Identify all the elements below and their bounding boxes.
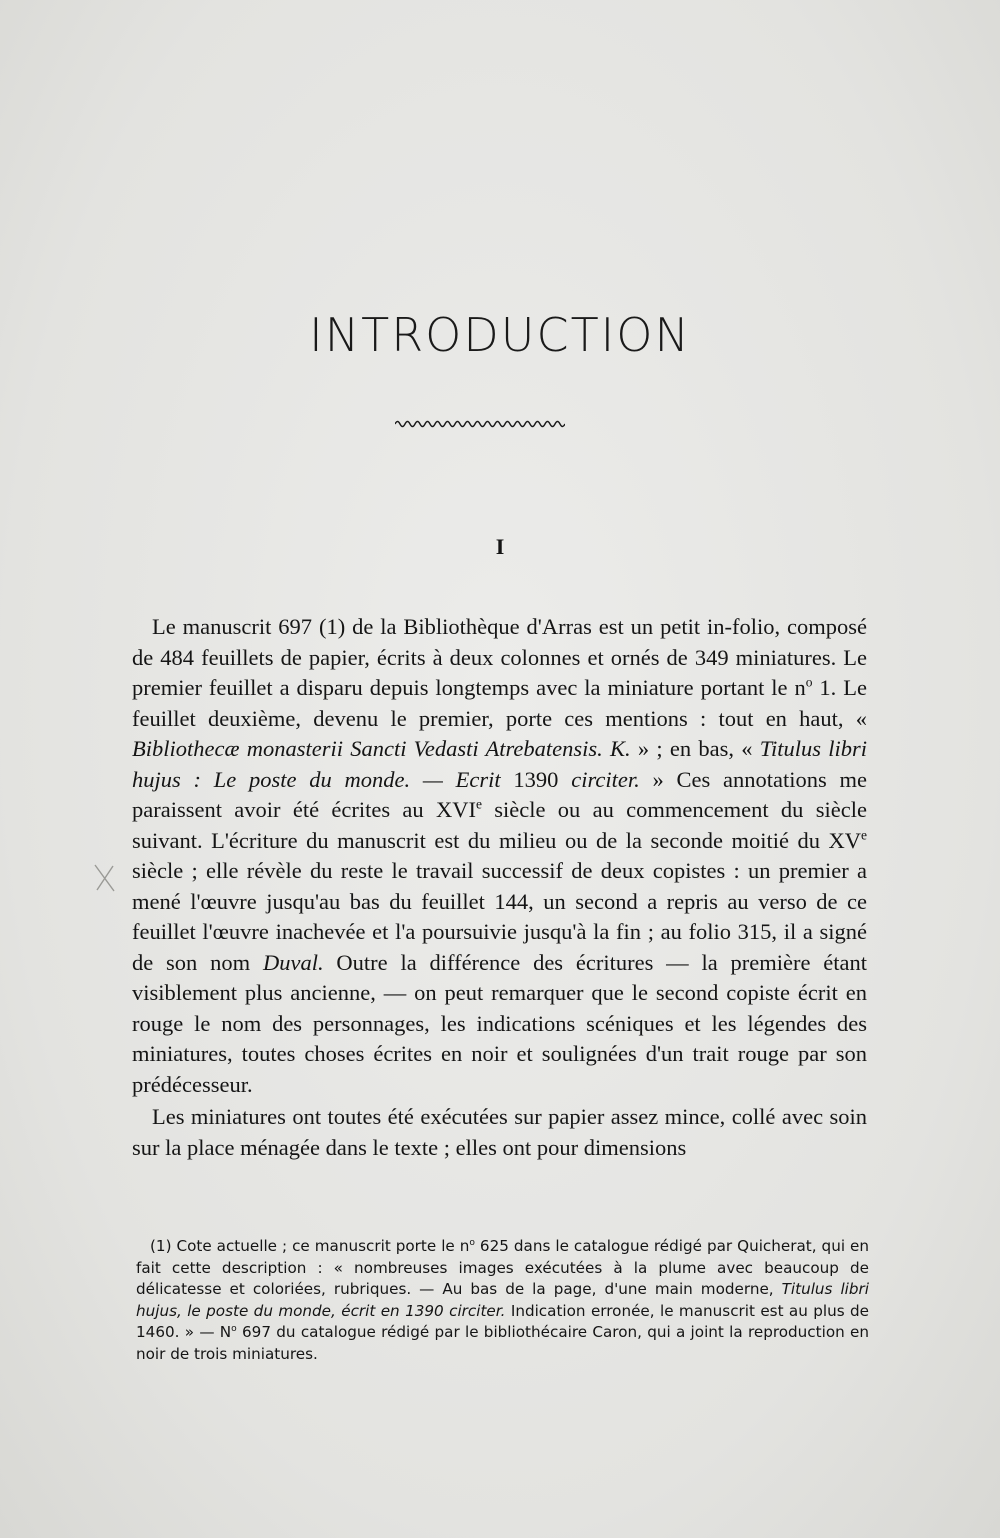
margin-pencil-mark (92, 862, 118, 894)
section-number: I (495, 534, 505, 559)
superscript: o (469, 1237, 475, 1248)
body-text (132, 612, 867, 1163)
page-title: INTRODUCTION (309, 308, 691, 362)
text-run: Le manuscrit 697 (1) de la Bibliothèque d'Arras est un petit in-folio, composé de 484 feuillets de papier, écrits à deux colonnes et ornés de 349 miniatures. Le premier feuillet a disparu depuis longtemps avec la miniature portant le n (132, 614, 867, 700)
text-run: siècle ; elle révèle du reste le travail successif de deux copistes : un premier a mené l'œuvre jusqu'au bas du feuillet 144, un second a repris au verso de ce feuillet l'œuvre inachevée et l'a poursuivie jusqu'à la fin ; au folio 315, il a signé de son nom (132, 858, 867, 975)
superscript: o (231, 1324, 237, 1335)
paragraph (132, 1102, 867, 1163)
italic-text: Duval. (262, 949, 324, 975)
text-run: Outre la différence des écritures — la première étant visiblement plus ancienne, — on peut remarquer que le second copiste écrit en rouge le nom des personnages, les indications scéniques et les légendes des miniatures, toutes choses écrites en noir et soulignées d'un trait rouge par son prédécesseur. (132, 949, 868, 1097)
text-run: 1. Le feuillet deuxième, devenu le premier, porte ces mentions : tout en haut, « (132, 675, 867, 731)
text-run: 697 du catalogue rédigé par le bibliothécaire Caron, qui a joint la reproduction en noir de trois miniatures. (136, 1323, 869, 1363)
footnote (136, 1236, 869, 1366)
text-run: 625 dans le catalogue rédigé par Quicherat, qui en fait cette description : « nombreuses images exécutées à la plume avec beaucoup de délicatesse et coloriées, rubriques. — Au bas de la page, d'une main moderne, (136, 1237, 869, 1299)
superscript: o (805, 674, 813, 690)
superscript: e (861, 827, 867, 842)
footnote-text (136, 1236, 869, 1366)
italic-text: Titulus libri hujus : Le poste du monde. — Ecrit (132, 736, 867, 792)
text-run: Les miniatures ont toutes été exécutées sur papier assez mince, collé avec soin sur la place ménagée dans le texte ; elles ont pour dimensions (132, 1104, 867, 1160)
text-run: siècle ou au commencement du siècle suivant. L'écriture du manuscrit est du milieu ou de la seconde moitié du XV (132, 797, 867, 853)
text-run: 1390 (500, 766, 572, 792)
text-run: (1) Cote actuelle ; ce manuscrit porte le n (150, 1237, 470, 1255)
italic-text: circiter. (571, 766, 640, 792)
superscript: e (475, 796, 482, 812)
italic-text: Bibliothecæ monasterii Sancti Vedasti Atrebatensis. K. (132, 736, 631, 761)
text-run: Indication erronée, le manuscrit est au plus de 1460. » — N (136, 1301, 869, 1342)
italic-text: Titulus libri hujus, le poste du monde, écrit en 1390 circiter. (136, 1280, 869, 1320)
text-run: » ; en bas, « (630, 736, 760, 761)
paragraph (132, 612, 867, 1100)
wavy-rule-ornament (395, 418, 565, 430)
text-run: » Ces annotations me paraissent avoir été écrites au XVI (132, 766, 867, 822)
